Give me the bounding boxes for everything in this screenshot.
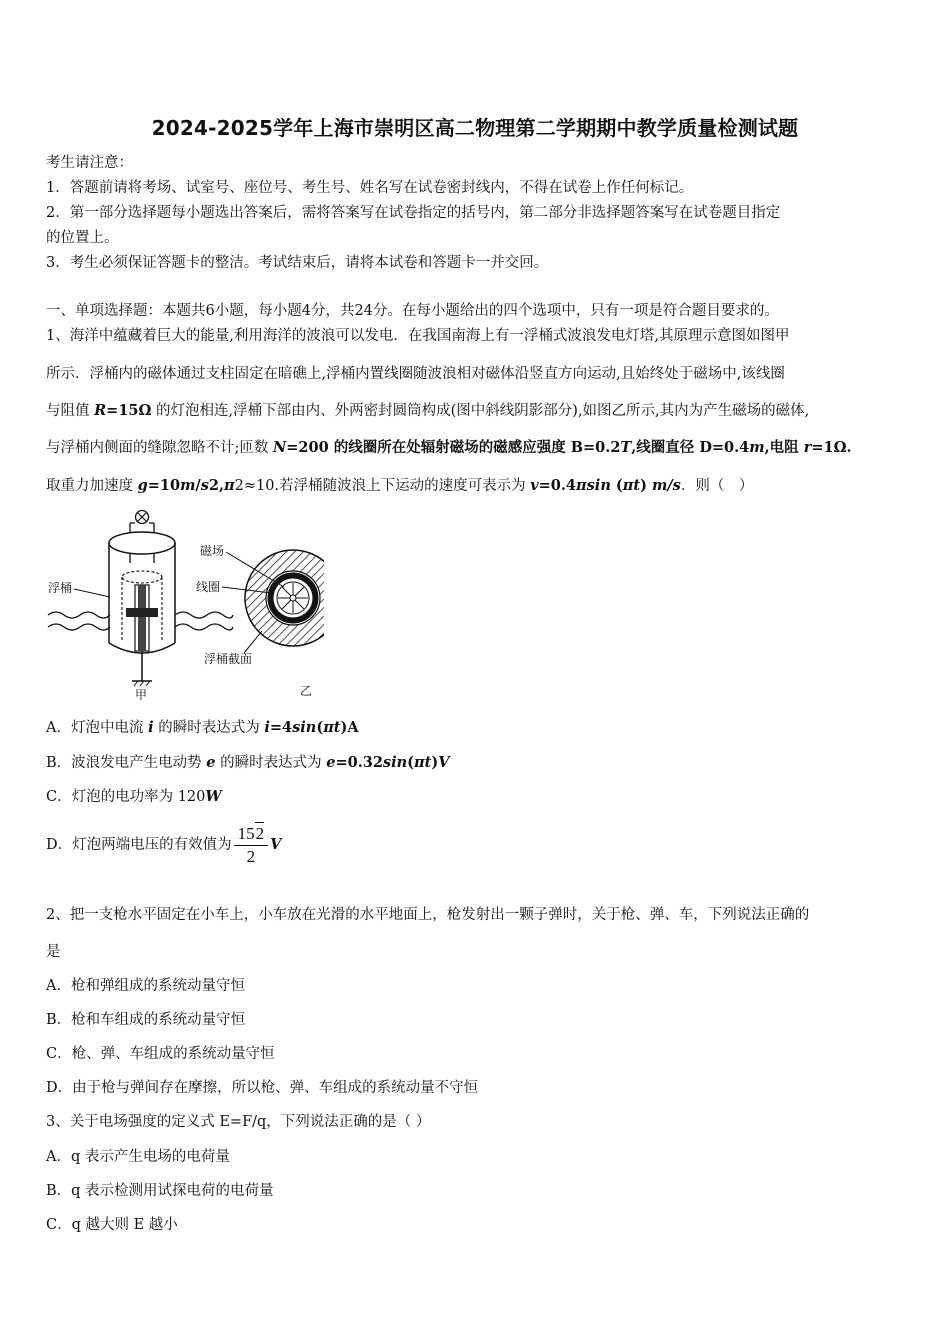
q1-line-1: 1、海洋中蕴藏着巨大的能量,利用海洋的波浪可以发电．在我国南海上有一浮桶式波浪发电灯塔,其原理示意图如图甲 <box>46 328 790 344</box>
label-jia: 甲 <box>135 688 148 702</box>
q2-line-2: 是 <box>46 944 61 960</box>
q1-option-c: C．灯泡的电功率为 120W <box>46 788 222 805</box>
notice-item-3: 3．考生必须保证答题卡的整洁。考试结束后，请将本试卷和答题卡一并交回。 <box>46 255 549 271</box>
q1-line-4: 与浮桶内侧面的缝隙忽略不计;匝数 N=200 的线圈所在处辐射磁场的磁感应强度 B=0.2T,线圈直径 D=0.4m,电阻 r=1Ω. <box>46 439 852 456</box>
q2-line-1: 2、把一支枪水平固定在小车上，小车放在光滑的水平地面上，枪发射出一颗子弹时，关于枪、弹、车，下列说法正确的 <box>46 907 810 923</box>
q3-option-b: B．q 表示检测用试探电荷的电荷量 <box>46 1183 274 1199</box>
lamp-icon <box>136 511 149 524</box>
page-title: 2024-2025学年上海市崇明区高二物理第二学期期中教学质量检测试题 <box>151 116 799 140</box>
label-fu-tong: 浮桶 <box>48 581 73 595</box>
q1-line-3: 与阻值 R=15Ω 的灯泡相连,浮桶下部由内、外两密封圆筒构成(图中斜线阴影部分),如图乙所示,其内为产生磁场的磁体, <box>46 402 810 419</box>
label-cichang: 磁场 <box>200 544 225 558</box>
notice-item-2-line-2: 的位置上。 <box>46 230 119 246</box>
q1-option-b: B．波浪发电产生电动势 e 的瞬时表达式为 e=0.32sin(πt)V <box>46 754 450 771</box>
fraction: $\frac{152}{2}$ <box>234 822 269 868</box>
q1-option-d: D．灯泡两端电压的有效值为 $\frac{152}{2}$ V <box>46 824 282 866</box>
q2-option-d: D．由于枪与弹间存在摩擦，所以枪、弹、车组成的系统动量不守恒 <box>46 1080 479 1096</box>
notice-header: 考生请注意： <box>46 155 133 171</box>
q1-figure <box>44 505 324 705</box>
q2-option-b: B．枪和车组成的系统动量守恒 <box>46 1012 246 1028</box>
label-xianquan: 线圈 <box>196 580 221 594</box>
figure-yi <box>196 543 324 698</box>
notice-item-2-line-1: 2．第一部分选择题每小题选出答案后，需将答案写在试卷指定的括号内，第二部分非选择题答案写在试卷题目指定 <box>46 205 781 221</box>
q3-option-a: A．q 表示产生电场的电荷量 <box>46 1149 230 1165</box>
q1-line-5: 取重力加速度 g=10m/s2,π2≈10.若浮桶随波浪上下运动的速度可表示为 v=0.4πsin (πt) m/s．则（ ） <box>46 477 754 494</box>
label-jiemian: 浮桶截面 <box>204 652 253 666</box>
q2-option-a: A．枪和弹组成的系统动量守恒 <box>46 978 245 994</box>
figure-jia <box>48 511 233 703</box>
q3-stem: 3、关于电场强度的定义式 E=F/q，下列说法正确的是（ ） <box>46 1114 431 1130</box>
q3-option-c: C．q 越大则 E 越小 <box>46 1217 178 1233</box>
section-heading: 一、单项选择题：本题共6小题，每小题4分，共24分。在每小题给出的四个选项中，只有一项是符合题目要求的。 <box>46 303 779 319</box>
label-yi: 乙 <box>300 684 313 698</box>
q1-option-a: A．灯泡中电流 i 的瞬时表达式为 i=4sin(πt)A <box>46 719 359 736</box>
q1-line-2: 所示．浮桶内的磁体通过支柱固定在暗礁上,浮桶内置线圈随波浪相对磁体沿竖直方向运动,且始终处于磁场中,该线圈 <box>46 366 785 382</box>
notice-item-1: 1．答题前请将考场、试室号、座位号、考生号、姓名写在试卷密封线内，不得在试卷上作任何标记。 <box>46 180 694 196</box>
q2-option-c: C．枪、弹、车组成的系统动量守恒 <box>46 1046 275 1062</box>
